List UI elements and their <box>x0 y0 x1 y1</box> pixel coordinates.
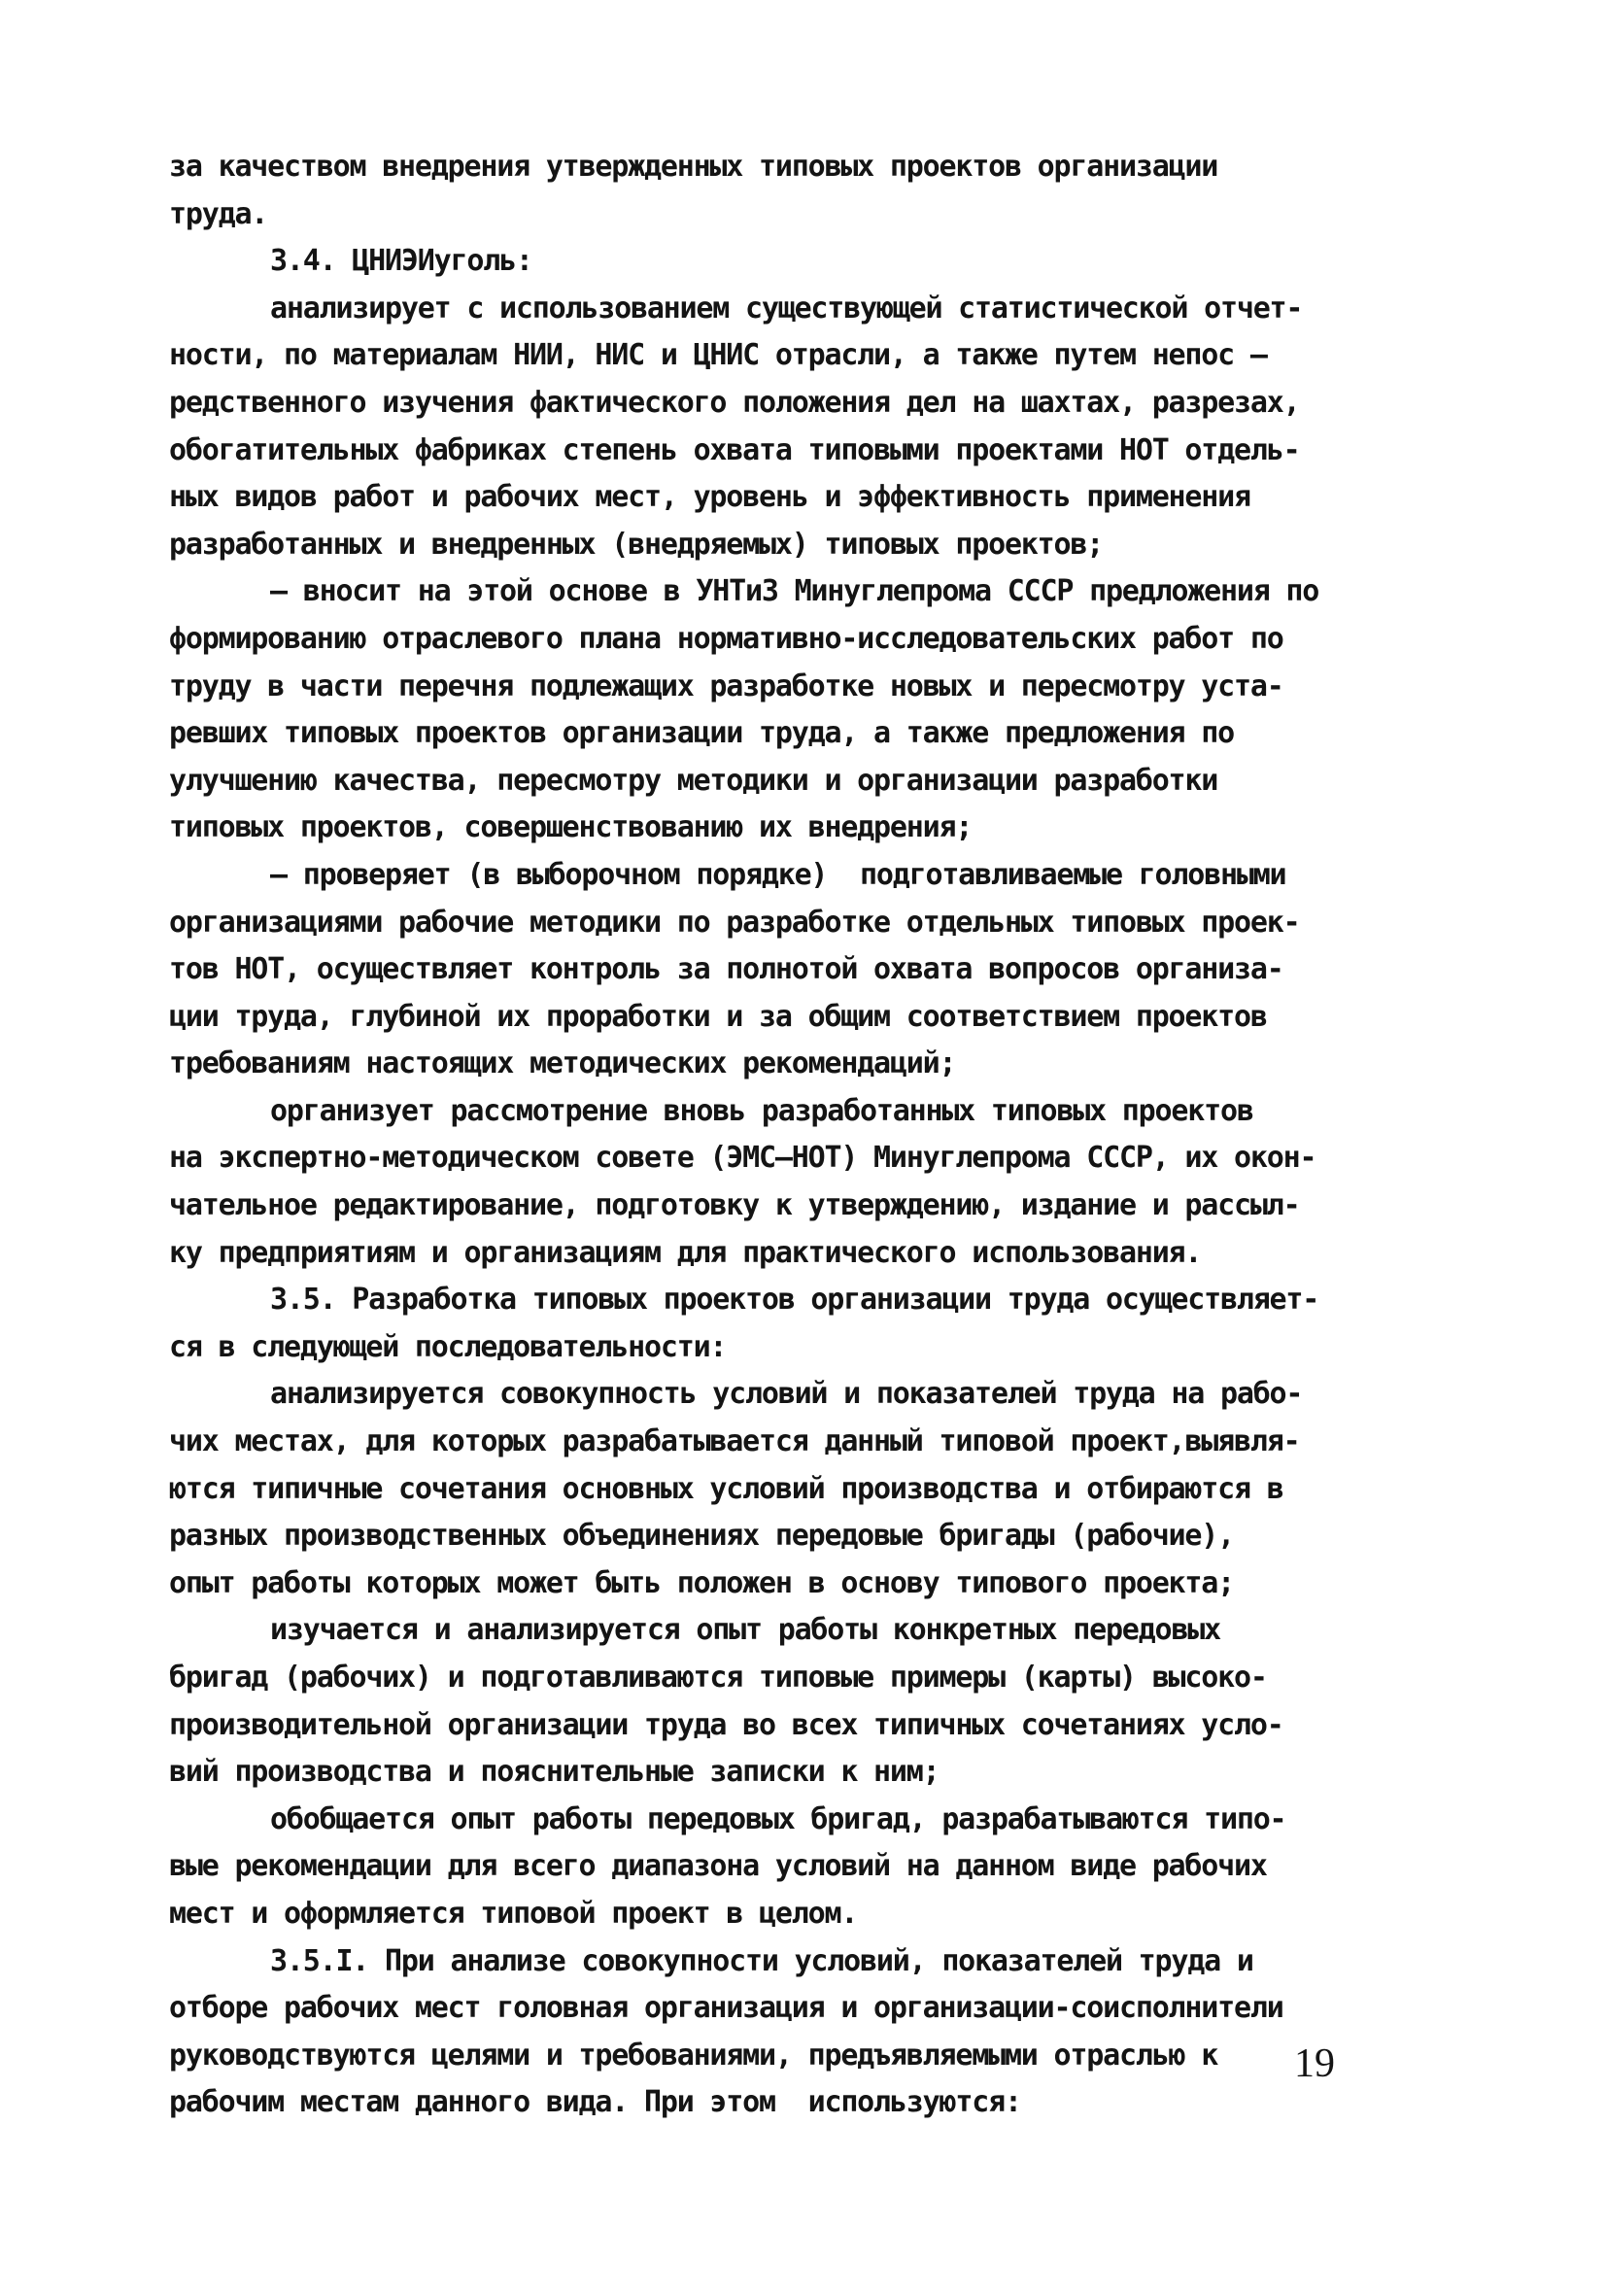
text-line: рабочим местам данного вида. При этом используются: <box>169 2085 1021 2120</box>
text-line: вые рекомендации для всего диапазона условий на данном виде рабочих <box>169 1849 1267 1884</box>
text-line: за качеством внедрения утвержденных типовых проектов организации <box>169 150 1218 184</box>
text-line: ку предприятиям и организациям для практического использования. <box>169 1235 1202 1270</box>
text-line: обобщается опыт работы передовых бригад, разрабатываются типо- <box>270 1801 1286 1836</box>
text-line: формированию отраслевого плана нормативно-исследовательских работ по <box>169 621 1283 656</box>
text-line: ности, по материалам НИИ, НИС и ЦНИС отрасли, а также путем непос – <box>169 338 1267 373</box>
text-line: на экспертно-методическом совете (ЭМС–НОТ) Минуглепрома СССР, их окон- <box>169 1141 1316 1176</box>
text-line: труду в части перечня подлежащих разработке новых и пересмотру уста- <box>169 668 1283 703</box>
text-line: отборе рабочих мест головная организация и организации-соисполнители <box>169 1991 1283 2026</box>
text-line: организует рассмотрение вновь разработанных типовых проектов <box>270 1093 1253 1128</box>
text-line: производительной организации труда во всех типичных сочетаниях усло- <box>169 1707 1283 1742</box>
text-line: типовых проектов, совершенствованию их внедрения; <box>169 810 973 845</box>
text-line: опыт работы которых может быть положен в основу типового проекта; <box>169 1565 1234 1600</box>
text-line: ются типичные сочетания основных условий производства и отбираются в <box>169 1471 1283 1506</box>
text-line: изучается и анализируется опыт работы конкретных передовых <box>270 1613 1220 1648</box>
text-line: обогатительных фабриках степень охвата типовыми проектами НОТ отдель- <box>169 432 1300 467</box>
text-line: – проверяет (в выборочном порядке) подготавливаемые головными <box>270 857 1286 892</box>
text-line: редственного изучения фактического положения дел на шахтах, разрезах, <box>169 385 1300 420</box>
text-line: требованиям настоящих методических рекомендаций; <box>169 1046 956 1081</box>
text-line: 3.4. ЦНИЭИуголь: <box>270 244 532 279</box>
text-line: анализирует с использованием существующей статистической отчет- <box>270 291 1303 326</box>
body-text <box>169 144 1471 2127</box>
text-line: ных видов работ и рабочих мест, уровень и эффективность применения <box>169 480 1250 515</box>
text-line: вий производства и пояснительные записки к ним; <box>169 1755 940 1790</box>
text-line: организациями рабочие методики по разработке отдельных типовых проек- <box>169 905 1300 940</box>
text-line: разработанных и внедренных (внедряемых) типовых проектов; <box>169 527 1104 562</box>
text-line: – вносит на этой основе в УНТиЗ Минуглепрома СССР предложения по <box>270 574 1319 609</box>
text-line: труда. <box>169 196 268 231</box>
text-line: чих местах, для которых разрабатывается данный типовой проект,выявля- <box>169 1424 1300 1459</box>
text-line: ревших типовых проектов организации труда, а также предложения по <box>169 716 1234 751</box>
text-line: чательное редактирование, подготовку к утверждению, издание и рассыл- <box>169 1188 1300 1223</box>
text-line: ции труда, глубиной их проработки и за общим соответствием проектов <box>169 999 1267 1034</box>
text-line: 3.5. Разработка типовых проектов организации труда осуществляет- <box>270 1283 1319 1318</box>
text-line: ся в следующей последовательности: <box>169 1329 727 1364</box>
text-line: улучшению качества, пересмотру методики и организации разработки <box>169 763 1218 798</box>
text-line: анализируется совокупность условий и показателей труда на рабо- <box>270 1377 1303 1412</box>
page-number: 19 <box>1294 2041 1335 2086</box>
text-line: тов НОТ, осуществляет контроль за полнотой охвата вопросов организа- <box>169 952 1283 987</box>
text-line: мест и оформляется типовой проект в целом. <box>169 1896 858 1931</box>
text-line: бригад (рабочих) и подготавливаются типовые примеры (карты) высоко- <box>169 1661 1267 1695</box>
text-line: руководствуются целями и требованиями, предъявляемыми отраслью к <box>169 2038 1218 2073</box>
text-line: разных производственных объединениях передовые бригады (рабочие), <box>169 1519 1234 1554</box>
text-line: 3.5.I. При анализе совокупности условий, показателей труда и <box>270 1943 1253 1978</box>
